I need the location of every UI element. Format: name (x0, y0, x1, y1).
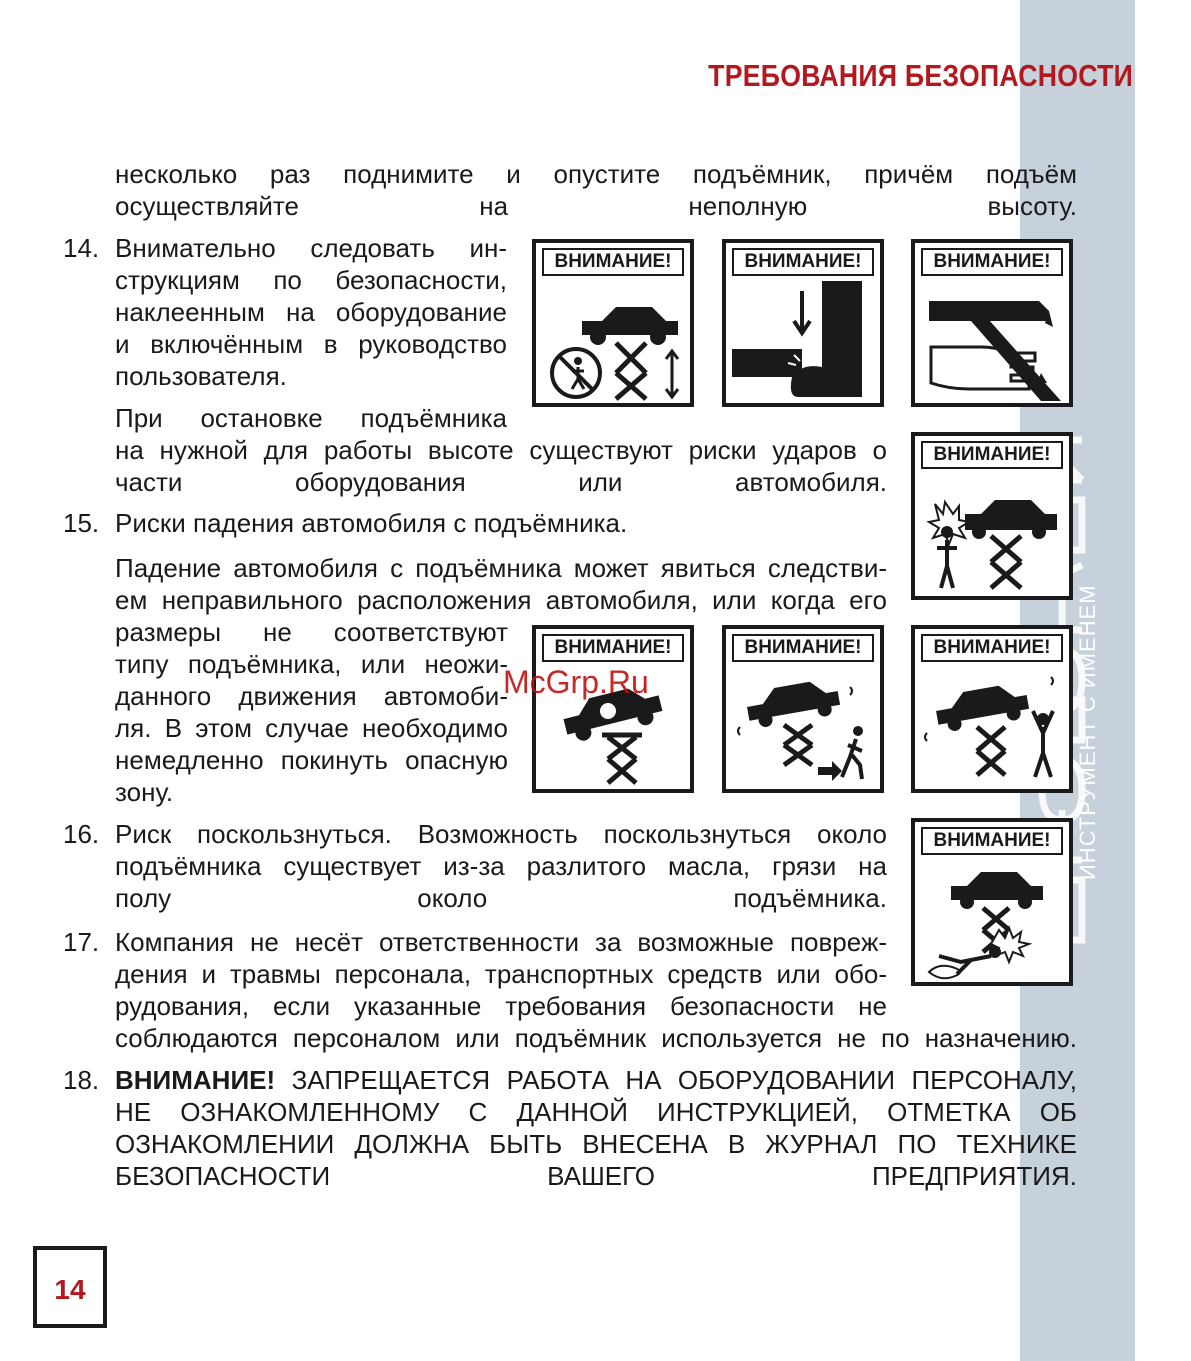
item-14-p2-line: части оборудования или автомобиля. (115, 467, 887, 497)
item-14-line: Внимательно следовать ин- (115, 233, 507, 263)
item-15-p2-line: ля. В этом случае необходимо (115, 713, 508, 743)
warning-label: ВНИМАНИЕ! (542, 634, 684, 662)
item-14-line: наклеенным на оборудование (115, 297, 507, 327)
head-impact-icon (921, 474, 1063, 594)
watermark: McGrp.Ru (503, 664, 649, 700)
crush-foot-icon (732, 281, 874, 401)
item-18-line: БЕЗОПАСНОСТИ ВАШЕГО ПРЕДПРИЯТИЯ. (115, 1161, 1077, 1191)
item-14-line: струкциям по безопасности, (115, 265, 507, 295)
warning-label: ВНИМАНИЕ! (542, 248, 684, 276)
item-18-number: 18. (63, 1065, 100, 1095)
brand-tagline: ИНСТРУМЕНТ С ИМЕНЕМ (1075, 584, 1100, 880)
item-16-text (115, 818, 887, 914)
warning-sign-crush-hand (911, 239, 1073, 407)
warning-sign-slip (911, 818, 1073, 986)
warning-label: ВНИМАНИЕ! (921, 441, 1063, 469)
item-16-line: подъёмника существует из-за разлитого масла, грязи на (115, 851, 887, 881)
item-15-number: 15. (63, 508, 100, 538)
item-15-p2-wide (115, 552, 887, 616)
item-17-last (115, 1022, 1077, 1054)
intro-line-1: несколько раз поднимите и опустите подъёмник, причём подъём (115, 159, 1077, 189)
slip-hazard-icon (921, 860, 1063, 980)
item-15-p2-line: типу подъёмника, или неожи- (115, 649, 508, 679)
item-14-p2-line: на нужной для работы высоте существуют риски ударов о (115, 435, 887, 465)
item-14-line: пользователя. (115, 361, 287, 391)
leave-danger-zone-icon (732, 667, 874, 787)
item-18-line: ОЗНАКОМЛЕНИИ ДОЛЖНА БЫТЬ ВНЕСЕНА В ЖУРНАЛ ПО ТЕХНИКЕ (115, 1129, 1077, 1159)
item-15-p2-line: данного движения автомоби- (115, 681, 508, 711)
warning-label: ВНИМАНИЕ! (921, 634, 1063, 662)
intro-line-2: осуществляйте на неполную высоту. (115, 191, 1077, 221)
item-18-line: НЕ ОЗНАКОМЛЕННОМУ С ДАННОЙ ИНСТРУКЦИЕЙ, ОТМЕТКА ОБ (115, 1097, 1077, 1127)
item-16-line: полу около подъёмника. (115, 883, 887, 913)
item-16-number: 16. (63, 819, 100, 849)
item-17-line: Компания не несёт ответственности за возможные повреж- (115, 927, 887, 957)
item-14-text (115, 232, 507, 392)
item-14-p2-first (115, 402, 507, 434)
do-not-hold-car-icon (921, 667, 1063, 787)
crush-hand-icon (921, 281, 1063, 401)
item-17-line: соблюдаются персоналом или подъёмник используется не по назначению. (115, 1023, 1077, 1053)
warning-sign-head-impact (911, 432, 1073, 600)
warning-sign-car-falling (532, 625, 694, 793)
item-17-text (115, 926, 887, 1022)
warning-sign-crush-foot (722, 239, 884, 407)
warning-label: ВНИМАНИЕ! (921, 827, 1063, 855)
item-18-text (115, 1064, 1077, 1192)
item-14-p2-rest (115, 434, 887, 498)
item-16-line: Риск поскользнуться. Возможность поскользнуться около (115, 819, 887, 849)
intro-paragraph (115, 158, 1077, 222)
item-15-p2-line: немедленно покинуть опасную (115, 745, 508, 775)
item-14-line: и включённым в руководство (115, 329, 507, 359)
car-lift-no-entry-icon (542, 281, 684, 401)
page-number: 14 (54, 1274, 86, 1305)
warning-sign-no-pedestrians (532, 239, 694, 407)
item-17-line: дения и травмы персонала, транспортных средств или обо- (115, 959, 887, 989)
page-title: ТРЕБОВАНИЯ БЕЗОПАСНОСТИ (708, 58, 1133, 93)
item-17-number: 17. (63, 927, 100, 957)
warning-sign-leave-zone (722, 625, 884, 793)
item-15-p2-line: ем неправильного расположения автомобиля, или когда его (115, 585, 887, 615)
warning-label: ВНИМАНИЕ! (732, 634, 874, 662)
item-14-p2-line: При остановке подъёмника (115, 403, 507, 433)
item-17-line: рудования, если указанные требования безопасности не (115, 991, 887, 1021)
item-15-line: Риски падения автомобиля с подъёмника. (115, 508, 628, 538)
item-15-p2-line: зону. (115, 777, 174, 807)
item-15-p2-narrow (115, 616, 508, 808)
item-18-bold-lead: ВНИМАНИЕ! (115, 1065, 276, 1095)
item-15-p2-line: размеры не соответствуют (115, 617, 508, 647)
item-15-title (115, 507, 887, 539)
item-18-first-line (115, 1064, 1077, 1096)
item-18-first-rest: ЗАПРЕЩАЕТСЯ РАБОТА НА ОБОРУДОВАНИИ ПЕРСОНАЛУ, (275, 1065, 1077, 1095)
item-14-number: 14. (63, 233, 100, 263)
warning-label: ВНИМАНИЕ! (921, 248, 1063, 276)
page-number-box (33, 1246, 107, 1328)
item-15-p2-line: Падение автомобиля с подъёмника может явиться следстви- (115, 553, 887, 583)
warning-sign-do-not-hold (911, 625, 1073, 793)
warning-label: ВНИМАНИЕ! (732, 248, 874, 276)
